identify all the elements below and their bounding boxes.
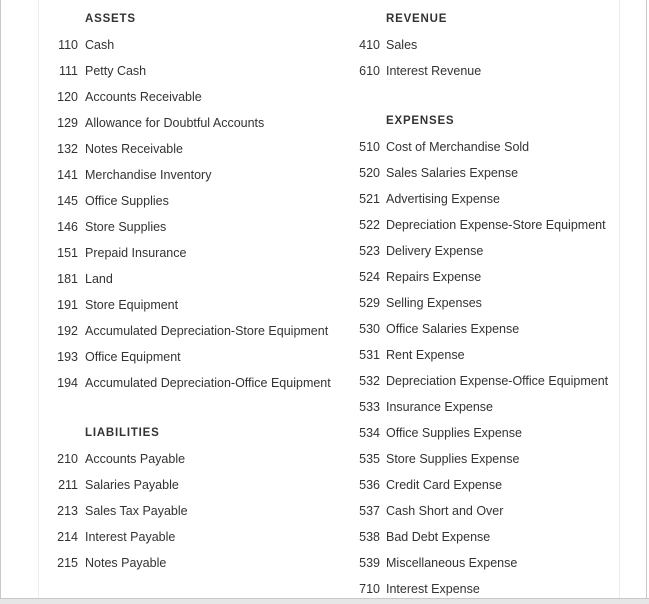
account-number: 110 — [58, 38, 78, 52]
assets-heading: ASSETS — [85, 13, 136, 25]
account-name: Depreciation Expense-Store Equipment — [386, 218, 606, 232]
account-name: Office Supplies — [85, 194, 169, 208]
account-name: Notes Payable — [85, 556, 167, 570]
account-number: 710 — [359, 582, 380, 596]
account-name: Interest Expense — [386, 582, 480, 596]
account-name: Advertising Expense — [386, 192, 500, 206]
account-name: Insurance Expense — [386, 400, 494, 414]
account-number: 524 — [359, 270, 380, 284]
bottom-border — [0, 598, 649, 604]
account-name: Repairs Expense — [386, 270, 482, 284]
account-name: Land — [85, 272, 113, 286]
account-number: 529 — [359, 296, 380, 310]
account-number: 141 — [57, 168, 78, 182]
account-name: Miscellaneous Expense — [386, 556, 518, 570]
account-number: 132 — [57, 142, 78, 156]
account-number: 129 — [57, 116, 78, 130]
account-name: Cash — [85, 38, 115, 52]
account-number: 521 — [359, 192, 380, 206]
revenue-heading: REVENUE — [386, 13, 448, 25]
account-name: Interest Revenue — [386, 64, 482, 78]
account-number: 192 — [57, 324, 78, 338]
account-number: 410 — [359, 38, 380, 52]
account-name: Accumulated Depreciation-Store Equipment — [85, 324, 329, 338]
account-number: 610 — [359, 64, 380, 78]
account-number: 539 — [359, 556, 380, 570]
expenses-heading: EXPENSES — [386, 115, 455, 127]
liabilities-heading: LIABILITIES — [85, 427, 160, 439]
account-name: Store Equipment — [85, 298, 179, 312]
account-number: 211 — [58, 478, 78, 492]
account-number: 534 — [359, 426, 380, 440]
account-name: Accounts Receivable — [85, 90, 202, 104]
account-number: 120 — [57, 90, 78, 104]
account-number: 145 — [57, 194, 78, 208]
account-name: Office Equipment — [85, 350, 181, 364]
account-name: Store Supplies — [85, 220, 167, 234]
account-name: Accounts Payable — [85, 452, 186, 466]
account-name: Accumulated Depreciation-Office Equipment — [85, 376, 331, 390]
account-name: Interest Payable — [85, 530, 176, 544]
account-name: Merchandise Inventory — [85, 168, 212, 182]
account-number: 523 — [359, 244, 380, 258]
account-name: Delivery Expense — [386, 244, 484, 258]
account-name: Depreciation Expense-Office Equipment — [386, 374, 609, 388]
right-guide-line — [619, 0, 620, 598]
account-number: 522 — [359, 218, 380, 232]
account-number: 181 — [57, 272, 78, 286]
account-number: 146 — [57, 220, 78, 234]
account-number: 193 — [57, 350, 78, 364]
account-name: Sales Salaries Expense — [386, 166, 519, 180]
account-number: 537 — [359, 504, 380, 518]
account-name: Rent Expense — [386, 348, 465, 362]
account-name: Bad Debt Expense — [386, 530, 491, 544]
account-name: Petty Cash — [85, 64, 147, 78]
account-number: 191 — [57, 298, 78, 312]
account-number: 151 — [57, 246, 78, 260]
account-number: 520 — [359, 166, 380, 180]
account-name: Office Supplies Expense — [386, 426, 522, 440]
account-number: 210 — [57, 452, 78, 466]
account-number: 535 — [359, 452, 380, 466]
account-number: 215 — [57, 556, 78, 570]
account-name: Cash Short and Over — [386, 504, 504, 518]
account-number: 536 — [359, 478, 380, 492]
account-number: 213 — [57, 504, 78, 518]
account-name: Prepaid Insurance — [85, 246, 187, 260]
account-name: Salaries Payable — [85, 478, 179, 492]
account-name: Sales — [386, 38, 418, 52]
account-number: 194 — [57, 376, 78, 390]
account-name: Selling Expenses — [386, 296, 482, 310]
account-name: Sales Tax Payable — [85, 504, 188, 518]
account-name: Notes Receivable — [85, 142, 183, 156]
account-number: 510 — [359, 140, 380, 154]
account-number: 532 — [359, 374, 380, 388]
account-number: 111 — [58, 64, 78, 78]
account-name: Cost of Merchandise Sold — [386, 140, 530, 154]
account-number: 533 — [359, 400, 380, 414]
account-name: Store Supplies Expense — [386, 452, 520, 466]
account-number: 538 — [359, 530, 380, 544]
account-name: Office Salaries Expense — [386, 322, 520, 336]
account-name: Allowance for Doubtful Accounts — [85, 116, 265, 130]
account-name: Credit Card Expense — [386, 478, 503, 492]
account-number: 530 — [359, 322, 380, 336]
account-number: 531 — [359, 348, 380, 362]
account-number: 214 — [57, 530, 78, 544]
